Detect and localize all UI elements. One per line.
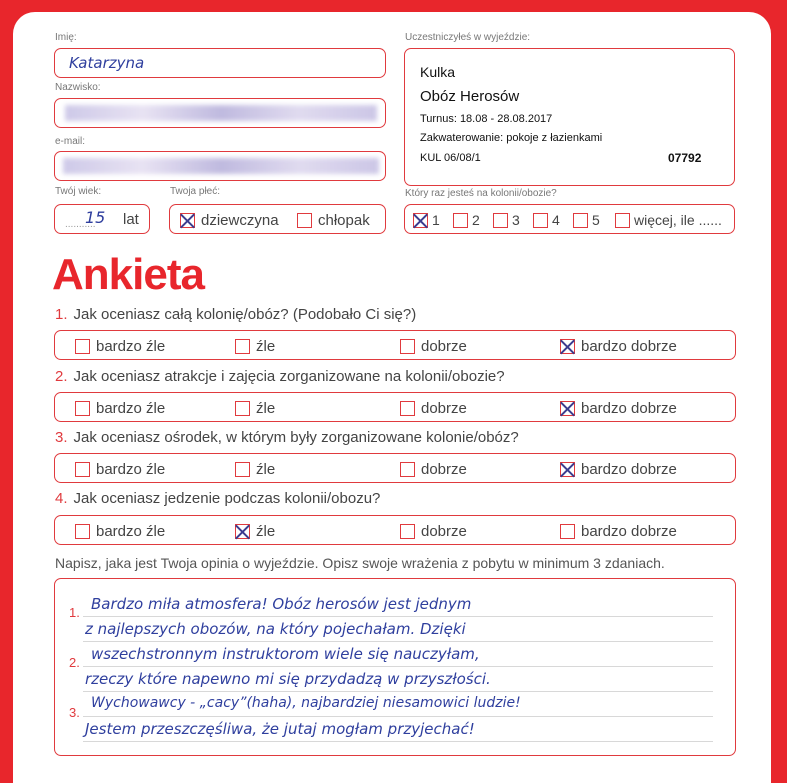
times-option-label: więcej, ile ...... bbox=[634, 212, 722, 228]
age-value: 15 bbox=[85, 208, 106, 227]
option-label: źle bbox=[256, 461, 276, 478]
checkbox[interactable] bbox=[560, 524, 575, 539]
gender-option-label: chłopak bbox=[318, 212, 370, 229]
age-label: Twój wiek: bbox=[55, 186, 102, 197]
question-number: 3. bbox=[55, 429, 68, 446]
checkbox[interactable] bbox=[235, 339, 250, 354]
checkbox[interactable] bbox=[75, 339, 90, 354]
question-number: 1. bbox=[55, 306, 68, 323]
option-label: bardzo źle bbox=[96, 523, 166, 540]
times-option-label: 4 bbox=[552, 212, 560, 228]
trip-sticker bbox=[404, 48, 735, 186]
opinion-line: rzeczy które napewno mi się przydadzą w przyszłości. bbox=[85, 670, 491, 688]
gender-field bbox=[169, 204, 386, 234]
option-bardzo-zle[interactable] bbox=[75, 400, 165, 417]
option-zle[interactable] bbox=[235, 338, 275, 355]
times-option-5[interactable] bbox=[573, 212, 600, 228]
question-number: 4. bbox=[55, 490, 68, 507]
checkbox-checked[interactable] bbox=[180, 213, 195, 228]
email-label: e-mail: bbox=[55, 136, 86, 147]
surname-label: Nazwisko: bbox=[55, 82, 101, 93]
checkbox[interactable] bbox=[400, 401, 415, 416]
participated-label: Uczestniczyłeś w wyjeździe: bbox=[405, 32, 531, 43]
opinion-line: Jestem przeszczęśliwa, że jutaj mogłam przyjechać! bbox=[85, 720, 475, 738]
checkbox[interactable] bbox=[400, 524, 415, 539]
times-option-label: 5 bbox=[592, 212, 600, 228]
option-label: dobrze bbox=[421, 461, 467, 478]
name-value: Katarzyna bbox=[69, 54, 145, 72]
trip-code: KUL 06/08/1 bbox=[420, 152, 481, 164]
checkbox-checked[interactable] bbox=[560, 401, 575, 416]
surname-field[interactable] bbox=[54, 98, 386, 128]
survey-title: Ankieta bbox=[52, 250, 204, 299]
opinion-number: 3. bbox=[69, 705, 80, 720]
option-label: bardzo źle bbox=[96, 400, 166, 417]
email-field[interactable] bbox=[54, 151, 386, 181]
option-label: dobrze bbox=[421, 400, 467, 417]
gender-option-boy[interactable] bbox=[297, 212, 370, 229]
question-text: Jak oceniasz ośrodek, w którym były zorganizowane kolonie/obóz? bbox=[73, 429, 519, 446]
question-1 bbox=[55, 306, 416, 323]
checkbox[interactable] bbox=[75, 401, 90, 416]
opinion-number: 2. bbox=[69, 655, 80, 670]
option-dobrze[interactable] bbox=[400, 338, 467, 355]
checkbox-checked[interactable] bbox=[560, 462, 575, 477]
checkbox[interactable] bbox=[533, 213, 548, 228]
option-bardzo-dobrze[interactable] bbox=[560, 523, 677, 540]
ruled-line bbox=[83, 666, 713, 667]
turnus: Turnus: 18.08 - 28.08.2017 bbox=[420, 113, 553, 125]
question-2 bbox=[55, 368, 505, 385]
times-option-1[interactable] bbox=[413, 212, 440, 228]
times-option-3[interactable] bbox=[493, 212, 520, 228]
ruled-line bbox=[83, 741, 713, 742]
option-zle[interactable] bbox=[235, 400, 275, 417]
checkbox-checked[interactable] bbox=[235, 524, 250, 539]
option-bardzo-zle[interactable] bbox=[75, 523, 165, 540]
checkbox[interactable] bbox=[453, 213, 468, 228]
times-option-label: 1 bbox=[432, 212, 440, 228]
gender-option-girl[interactable] bbox=[180, 212, 279, 229]
gender-option-label: dziewczyna bbox=[201, 212, 279, 229]
opinion-textarea[interactable] bbox=[54, 578, 736, 756]
checkbox-checked[interactable] bbox=[413, 213, 428, 228]
checkbox[interactable] bbox=[235, 401, 250, 416]
option-label: bardzo dobrze bbox=[581, 338, 677, 355]
answer-row-2 bbox=[54, 392, 736, 422]
option-label: bardzo źle bbox=[96, 338, 166, 355]
times-option-more[interactable] bbox=[615, 212, 722, 228]
times-option-label: 2 bbox=[472, 212, 480, 228]
age-field[interactable] bbox=[54, 204, 150, 234]
age-unit: lat bbox=[123, 211, 139, 228]
question-text: Jak oceniasz atrakcje i zajęcia zorganizowane na kolonii/obozie? bbox=[73, 368, 505, 385]
question-number: 2. bbox=[55, 368, 68, 385]
zakwaterowanie: Zakwaterowanie: pokoje z łazienkami bbox=[420, 132, 603, 144]
trip-title: Kulka bbox=[420, 64, 456, 80]
option-label: dobrze bbox=[421, 338, 467, 355]
option-bardzo-zle[interactable] bbox=[75, 338, 165, 355]
option-label: źle bbox=[256, 400, 276, 417]
option-label: bardzo dobrze bbox=[581, 523, 677, 540]
times-option-label: 3 bbox=[512, 212, 520, 228]
option-bardzo-dobrze[interactable] bbox=[560, 338, 677, 355]
option-bardzo-dobrze[interactable] bbox=[560, 461, 677, 478]
option-dobrze[interactable] bbox=[400, 400, 467, 417]
opinion-line: wszechstronnym instruktorom wiele się nauczyłam, bbox=[91, 645, 480, 663]
checkbox[interactable] bbox=[573, 213, 588, 228]
opinion-line: Bardzo miła atmosfera! Obóz herosów jest jednym bbox=[91, 595, 472, 613]
times-field bbox=[404, 204, 735, 234]
opinion-prompt: Napisz, jaka jest Twoja opinia o wyjeździe. Opisz swoje wrażenia z pobytu w minimum 3 zdaniach. bbox=[55, 555, 665, 571]
option-zle[interactable] bbox=[235, 523, 275, 540]
opinion-number: 1. bbox=[69, 605, 80, 620]
name-field[interactable] bbox=[54, 48, 386, 78]
age-dots: ........... bbox=[65, 219, 96, 230]
survey-sheet bbox=[13, 12, 771, 783]
surname-redacted bbox=[65, 105, 377, 121]
answer-row-1 bbox=[54, 330, 736, 360]
option-dobrze[interactable] bbox=[400, 461, 467, 478]
checkbox[interactable] bbox=[400, 462, 415, 477]
answer-row-3 bbox=[54, 453, 736, 483]
option-bardzo-dobrze[interactable] bbox=[560, 400, 677, 417]
ruled-line bbox=[83, 641, 713, 642]
checkbox[interactable] bbox=[615, 213, 630, 228]
checkbox[interactable] bbox=[75, 524, 90, 539]
checkbox[interactable] bbox=[235, 462, 250, 477]
opinion-line: Wychowawcy - „cacy”(haha), najbardziej niesamowici ludzie! bbox=[91, 695, 521, 711]
gender-label: Twoja płeć: bbox=[170, 186, 221, 197]
option-bardzo-zle[interactable] bbox=[75, 461, 165, 478]
times-option-2[interactable] bbox=[453, 212, 480, 228]
option-label: bardzo źle bbox=[96, 461, 166, 478]
trip-name: Obóz Herosów bbox=[420, 88, 520, 105]
option-zle[interactable] bbox=[235, 461, 275, 478]
question-4 bbox=[55, 490, 380, 507]
option-dobrze[interactable] bbox=[400, 523, 467, 540]
ruled-line bbox=[83, 716, 713, 717]
question-3 bbox=[55, 429, 519, 446]
name-label: Imię: bbox=[55, 32, 77, 43]
ruled-line bbox=[83, 616, 713, 617]
times-option-4[interactable] bbox=[533, 212, 560, 228]
option-label: źle bbox=[256, 523, 276, 540]
checkbox[interactable] bbox=[297, 213, 312, 228]
trip-number: 07792 bbox=[668, 151, 702, 165]
times-label: Który raz jesteś na kolonii/obozie? bbox=[405, 188, 557, 199]
checkbox[interactable] bbox=[75, 462, 90, 477]
ruled-line bbox=[83, 691, 713, 692]
checkbox[interactable] bbox=[493, 213, 508, 228]
question-text: Jak oceniasz całą kolonię/obóz? (Podobało Ci się?) bbox=[73, 306, 417, 323]
option-label: bardzo dobrze bbox=[581, 461, 677, 478]
checkbox[interactable] bbox=[400, 339, 415, 354]
checkbox-checked[interactable] bbox=[560, 339, 575, 354]
option-label: źle bbox=[256, 338, 276, 355]
answer-row-4 bbox=[54, 515, 736, 545]
email-redacted bbox=[63, 158, 379, 174]
question-text: Jak oceniasz jedzenie podczas kolonii/obozu? bbox=[73, 490, 381, 507]
opinion-line: z najlepszych obozów, na który pojechałam. Dzięki bbox=[85, 620, 466, 638]
option-label: bardzo dobrze bbox=[581, 400, 677, 417]
option-label: dobrze bbox=[421, 523, 467, 540]
